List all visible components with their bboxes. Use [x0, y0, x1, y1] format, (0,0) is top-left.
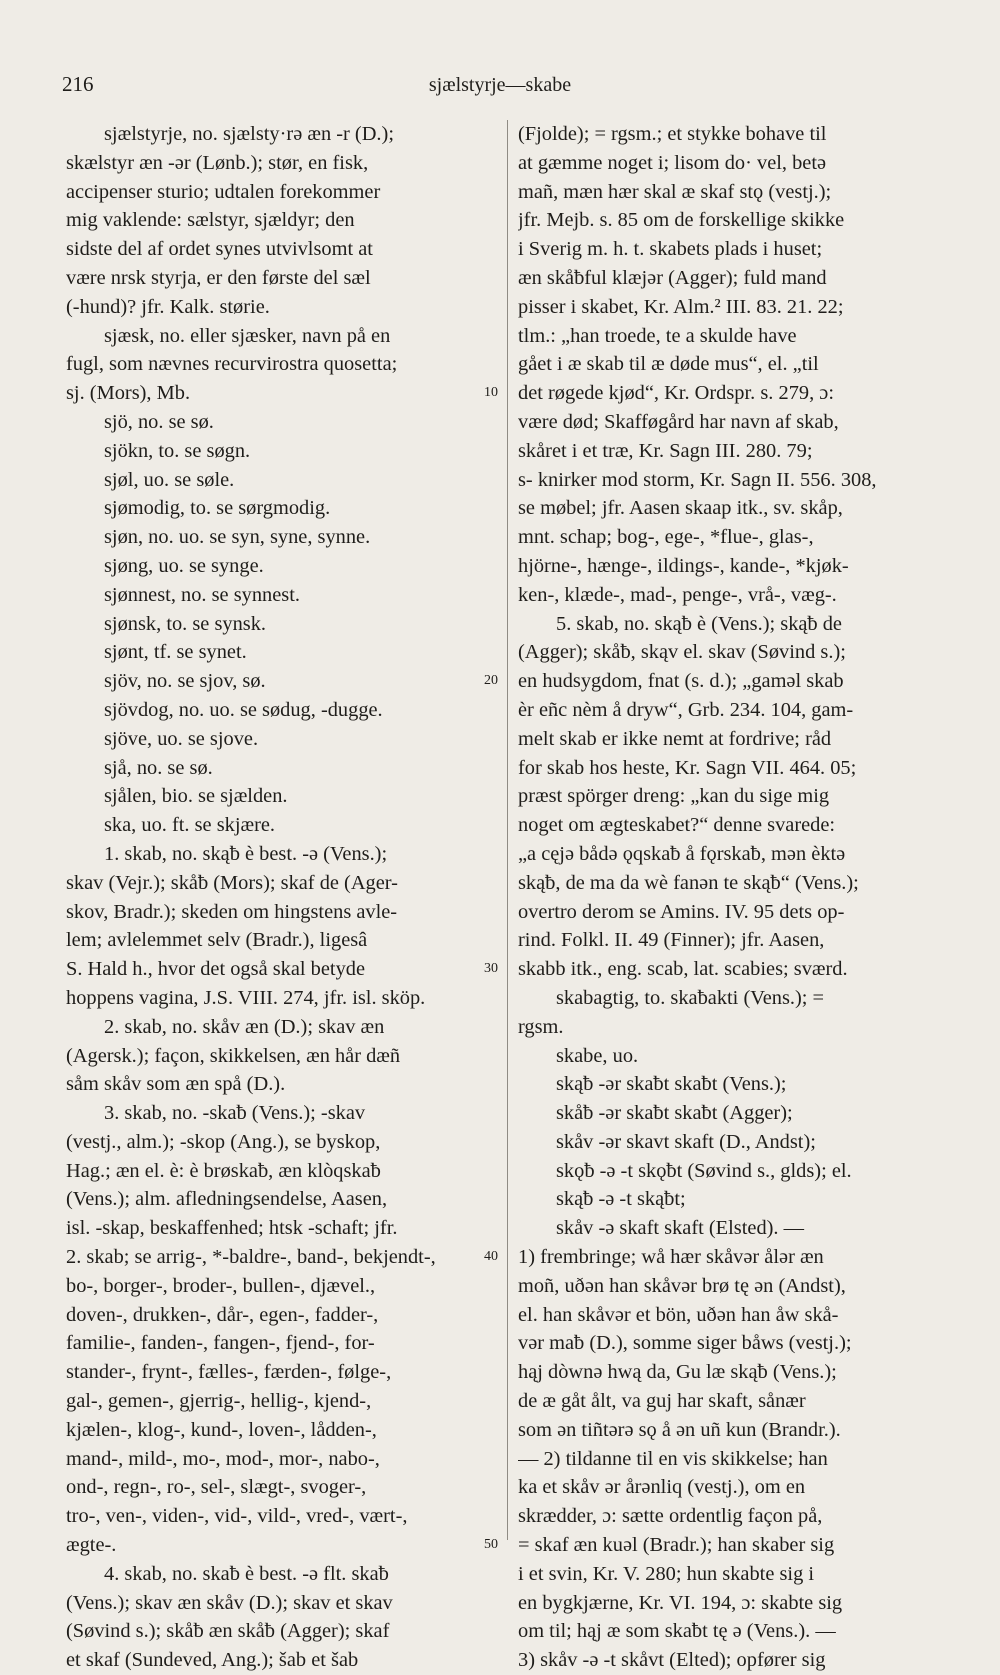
- text-line: at gæmme noget i; lisom do· vel, betə: [518, 151, 827, 174]
- text-line: ond-, regn-, ro-, sel-, slægt-, svoger-,: [66, 1476, 367, 1499]
- text-line: sjønt, tf. se synet.: [104, 641, 247, 664]
- text-line: de æ gåt ålt, va guj har skaft, sånær: [518, 1390, 806, 1413]
- text-line: sjöve, uo. se sjove.: [104, 727, 259, 750]
- text-line: skåv -ə skaft skaft (Elsted). —: [556, 1217, 805, 1240]
- text-line: såm skåv som æn spå (D.).: [66, 1073, 286, 1096]
- text-line: ken-, klæde-, mad-, penge-, vrå-, væg-.: [518, 583, 837, 606]
- text-line: (-hund)? jfr. Kalk. størie.: [66, 295, 270, 318]
- text-line: rgsm.: [518, 1015, 564, 1038]
- text-line: sjømodig, to. se sørgmodig.: [104, 497, 331, 520]
- text-line: sj. (Mors), Mb.: [66, 382, 191, 405]
- text-line: ægte-.: [66, 1534, 117, 1557]
- margin-line-number: 30: [484, 961, 498, 977]
- text-line: skav (Vejr.); skåƀ (Mors); skaf de (Ager-: [66, 871, 398, 894]
- text-line: som ən tiñtərə sǫ å ən uñ kun (Brandr.).: [518, 1418, 841, 1441]
- text-line: moñ, uðən han skåvər brø tę ən (Andst),: [518, 1274, 846, 1297]
- text-line: vər maƀ (D.), somme siger båws (vestj.);: [518, 1332, 852, 1355]
- margin-line-number: 10: [484, 385, 498, 401]
- text-line: = skaf æn kuəl (Bradr.); han skaber sig: [518, 1534, 835, 1557]
- text-line: doven-, drukken-, dår-, egen-, fadder-,: [66, 1303, 379, 1326]
- text-line: det røgede kjød“, Kr. Ordspr. s. 279, ɔ:: [518, 382, 834, 405]
- margin-line-number: 50: [484, 1537, 498, 1553]
- text-line: hoppens vagina, J.S. VIII. 274, jfr. isl. sköp.: [66, 986, 426, 1009]
- text-line: bo-, borger-, broder-, bullen-, djævel.,: [66, 1274, 376, 1297]
- text-line: mañ, mæn hær skal æ skaf stǫ (vestj.);: [518, 180, 832, 203]
- text-line: 3. skab, no. -skaƀ (Vens.); -skav: [104, 1102, 366, 1125]
- text-line: 4. skab, no. skaƀ è best. -ə flt. skaƀ: [104, 1562, 389, 1585]
- text-line: en hudsygdom, fnat (s. d.); „gaməl skab: [518, 670, 844, 693]
- text-line: lem; avlelemmet selv (Bradr.), ligesâ: [66, 929, 368, 952]
- text-line: hąj dòwnə hwą da, Gu læ skąƀ (Vens.);: [518, 1361, 837, 1384]
- text-line: sjønnest, no. se synnest.: [104, 583, 300, 606]
- text-line: melt skab er ikke nemt at fordrive; råd: [518, 727, 832, 750]
- text-line: mnt. schap; bog-, ege-, *flue-, glas-,: [518, 526, 814, 549]
- text-line: et skaf (Sundeved, Ang.); šab et šab: [66, 1649, 359, 1672]
- text-line: sjønsk, to. se synsk.: [104, 612, 267, 635]
- text-line: ska, uo. ft. se skjære.: [104, 814, 276, 837]
- text-line: familie-, fanden-, fangen-, fjend-, for-: [66, 1332, 375, 1355]
- page-number: 216: [62, 72, 94, 96]
- text-line: skåv -ər skavt skaft (D., Andst);: [556, 1130, 816, 1153]
- text-line: isl. -skap, beskaffenhed; htsk -schaft; jfr.: [66, 1217, 398, 1240]
- text-line: sjøn, no. uo. se syn, syne, synne.: [104, 526, 371, 549]
- text-line: hjörne-, hænge-, ildings-, kande-, *kjøk-: [518, 554, 849, 577]
- text-line: 2. skab; se arrig-, *-baldre-, band-, bekjendt-,: [66, 1246, 436, 1269]
- text-line: være nrsk styrja, er den første del sæl: [66, 266, 371, 289]
- text-line: sjövdog, no. uo. se sødug, -dugge.: [104, 698, 383, 721]
- text-line: 1) frembringe; wå hær skåvər ålər æn: [518, 1246, 824, 1269]
- text-line: (Søvind s.); skåƀ æn skåƀ (Agger); skaf: [66, 1620, 390, 1643]
- margin-line-number: 40: [484, 1249, 498, 1265]
- text-line: ka et skåv ər årənliq (vestj.), om en: [518, 1476, 806, 1499]
- text-line: mig vaklende: sælstyr, sjældyr; den: [66, 209, 355, 232]
- text-line: se møbel; jfr. Aasen skaap itk., sv. skåp,: [518, 497, 843, 520]
- text-line: skabagtig, to. skaƀakti (Vens.); =: [556, 986, 825, 1009]
- text-line: 2. skab, no. skåv æn (D.); skav æn: [104, 1015, 385, 1038]
- text-line: pisser i skabet, Kr. Alm.² III. 83. 21. 22;: [518, 295, 844, 318]
- text-line: accipenser sturio; udtalen forekommer: [66, 180, 381, 203]
- text-line: 5. skab, no. skąƀ è (Vens.); skąƀ de: [556, 612, 842, 635]
- text-line: rind. Folkl. II. 49 (Finner); jfr. Aasen,: [518, 929, 825, 952]
- text-line: gået i æ skab til æ døde mus“, el. „til: [518, 353, 819, 376]
- text-line: sjålen, bio. se sjælden.: [104, 785, 288, 808]
- text-line: overtro derom se Amins. IV. 95 dets op-: [518, 900, 845, 923]
- text-line: skǫƀ -ə -t skǫƀt (Søvind s., glds); el.: [556, 1159, 852, 1182]
- text-line: el. han skåvər et bön, uðən han åw skå-: [518, 1303, 839, 1326]
- text-line: (Agersk.); façon, skikkelsen, æn hår dæñ: [66, 1044, 401, 1067]
- running-head: sjælstyrje—skabe: [428, 74, 572, 96]
- text-line: skælstyr æn -ər (Lønb.); stør, en fisk,: [66, 151, 369, 174]
- text-line: i Sverig m. h. t. skabets plads i huset;: [518, 238, 823, 261]
- text-line: en bygkjærne, Kr. VI. 194, ɔ: skabte sig: [518, 1591, 843, 1614]
- text-line: 1. skab, no. skąƀ è best. -ə (Vens.);: [104, 842, 388, 865]
- text-line: sjæsk, no. eller sjæsker, navn på en: [104, 324, 391, 347]
- text-line: skąƀ -ə -t skąƀt;: [556, 1188, 686, 1211]
- text-line: kjælen-, klog-, kund-, loven-, lådden-,: [66, 1418, 377, 1441]
- text-line: sjælstyrje, no. sjælsty·rə æn -r (D.);: [104, 123, 394, 145]
- text-line: for skab hos heste, Kr. Sagn VII. 464. 05;: [518, 756, 857, 779]
- text-line: (Agger); skåƀ, skąv el. skav (Søvind s.);: [518, 641, 846, 664]
- text-line: sjö, no. se sø.: [104, 410, 214, 433]
- text-line: sjökn, to. se søgn.: [104, 439, 251, 462]
- margin-line-number: 20: [484, 673, 498, 689]
- text-line: noget om ægteskabet?“ denne svarede:: [518, 814, 836, 837]
- text-line: skąƀ -ər skaƀt skaƀt (Vens.);: [556, 1073, 787, 1096]
- text-line: sjå, no. se sø.: [104, 756, 213, 779]
- text-line: sjøng, uo. se synge.: [104, 554, 264, 577]
- text-line: èr eñc nèm å dryw“, Grb. 234. 104, gam-: [518, 698, 854, 721]
- text-line: — 2) tildanne til en vis skikkelse; han: [518, 1447, 828, 1470]
- text-line: (Vens.); alm. afledningsendelse, Aasen,: [66, 1188, 388, 1211]
- text-line: jfr. Mejb. s. 85 om de forskellige skikke: [518, 209, 845, 232]
- text-line: om til; hąj æ som skaƀt tę ə (Vens.). —: [518, 1620, 836, 1643]
- text-line: S. Hald h., hvor det også skal betyde: [66, 958, 366, 981]
- text-line: 3) skåv -ə -t skåvt (Elted); opfører sig: [518, 1649, 826, 1672]
- text-line: skabe, uo.: [556, 1044, 639, 1067]
- text-line: skabb itk., eng. scab, lat. scabies; sværd.: [518, 958, 848, 981]
- text-line: mand-, mild-, mo-, mod-, mor-, nabo-,: [66, 1447, 380, 1470]
- text-line: sjøl, uo. se søle.: [104, 468, 235, 491]
- text-line: gal-, gemen-, gjerrig-, hellig-, kjend-,: [66, 1390, 372, 1413]
- column-divider: [507, 120, 508, 1540]
- text-line: sidste del af ordet synes utvivlsomt at: [66, 238, 373, 261]
- text-line: s- knirker mod storm, Kr. Sagn II. 556. 308,: [518, 468, 877, 491]
- text-line: æn skåƀful klæjər (Agger); fuld mand: [518, 266, 827, 289]
- text-line: tlm.: „han troede, te a skulde have: [518, 324, 797, 347]
- text-line: tro-, ven-, viden-, vid-, vild-, vred-, vært-,: [66, 1505, 408, 1528]
- text-line: (vestj., alm.); -skop (Ang.), se byskop,: [66, 1130, 381, 1153]
- text-line: stander-, frynt-, fælles-, færden-, følge-,: [66, 1361, 392, 1384]
- text-line: fugl, som nævnes recurvirostra quosetta;: [66, 353, 398, 376]
- text-line: skov, Bradr.); skeden om hingstens avle-: [66, 900, 398, 923]
- text-line: skrædder, ɔ: sætte ordentlig façon på,: [518, 1505, 823, 1528]
- text-line: (Fjolde); = rgsm.; et stykke bohave til: [518, 123, 827, 145]
- text-line: Hag.; æn el. è: è brøskaƀ, æn klòqskaƀ: [66, 1159, 381, 1182]
- text-line: være død; Skafføgård har navn af skab,: [518, 410, 839, 433]
- text-line: skåret i et træ, Kr. Sagn III. 280. 79;: [518, 439, 813, 462]
- left-column: [66, 120, 504, 1675]
- text-line: sjöv, no. se sjov, sø.: [104, 670, 266, 693]
- right-column: [518, 120, 952, 1675]
- text-line: i et svin, Kr. V. 280; hun skabte sig i: [518, 1562, 815, 1585]
- text-line: (Vens.); skav æn skåv (D.); skav et skav: [66, 1591, 393, 1614]
- text-line: skåƀ -ər skaƀt skaƀt (Agger);: [556, 1102, 793, 1125]
- text-line: præst spörger dreng: „kan du sige mig: [518, 785, 830, 808]
- text-line: „a cęjə bådə ǫqskaƀ å fǫrskaƀ, mən èktə: [518, 842, 846, 865]
- text-line: skąƀ, de ma da wè fanən te skąƀ“ (Vens.);: [518, 871, 859, 894]
